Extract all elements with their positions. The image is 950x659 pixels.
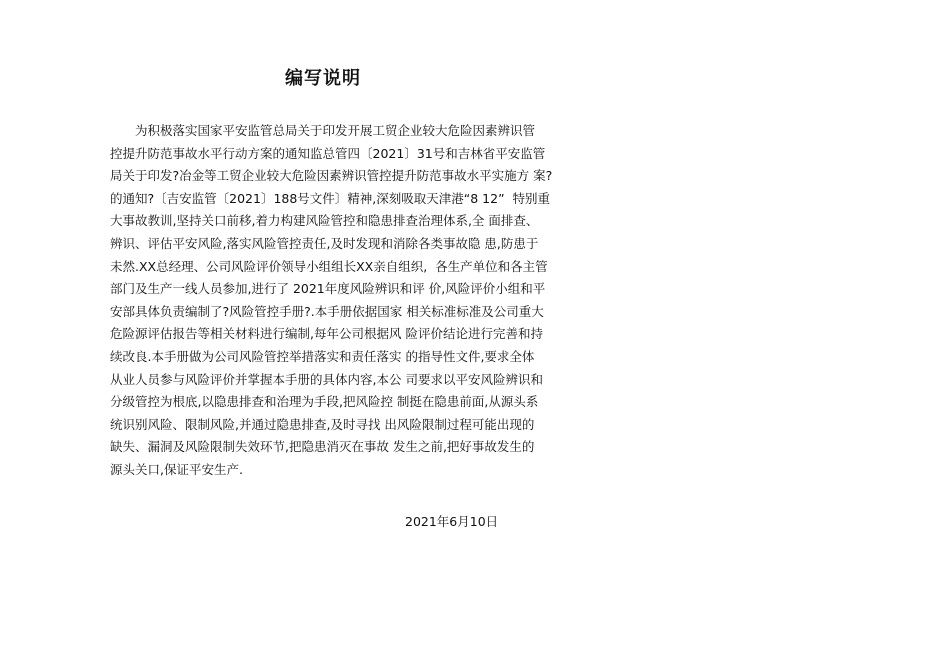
body-line: 危险源评估报告等相关材料进行编制,每年公司根据风 险评价结论进行完善和持	[110, 326, 543, 342]
body-line: 未然.XX总经理、公司风险评价领导小组组长XX亲自组织, 各生产单位和各主管	[110, 258, 548, 274]
body-line: 缺失、漏洞及风险限制失效环节,把隐患消灭在事故 发生之前,把好事故发生的	[110, 439, 535, 455]
body-line: 从业人员参与风险评价并掌握本手册的具体内容,本公 司要求以平安风险辨识和	[110, 371, 543, 387]
body-line: 为积极落实国家平安监管总局关于印发开展工贸企业较大危险因素辨识管	[135, 123, 536, 138]
body-line: 安部具体负责编制了?风险管控手册?.本手册依据国家 相关标准标准及公司重大	[110, 303, 544, 319]
body-line: 大事故教训,坚持关口前移,着力构建风险管控和隐患排查治理体系,全 面排查、	[110, 213, 539, 229]
body-line: 局关于印发?冶金等工贸企业较大危险因素辨识管控提升防范事故水平实施方 案?	[110, 168, 553, 184]
body-line: 部门及生产一线人员参加,进行了 2021年度风险辨识和评 价,风险评价小组和平	[110, 281, 546, 297]
body-line: 的通知?〔吉安监管〔2021〕188号文件〕精神,深刻吸取天津港“8 12” 特别重	[110, 190, 551, 206]
body-line: 分级管控为根底,以隐患排查和治理为手段,把风险控 制挺在隐患前面,从源头系	[110, 394, 539, 410]
document-body	[110, 120, 590, 482]
body-line: 辨识、评估平安风险,落实风险管控责任,及时发现和消除各类事故隐 患,防患于	[110, 235, 539, 251]
document-date: 2021年6月10日	[405, 514, 499, 529]
body-line: 续改良.本手册做为公司风险管控举措落实和责任落实 的指导性文件,要求全体	[110, 348, 535, 364]
body-line: 控提升防范事故水平行动方案的通知监总管四〔2021〕31号和吉林省平安监管	[110, 145, 546, 161]
body-line: 源头关口,保证平安生产.	[110, 461, 243, 477]
body-line: 统识别风险、限制风险,并通过隐患排查,及时寻找 出风险限制过程可能出现的	[110, 416, 535, 432]
document-title: 编写说明	[285, 68, 361, 89]
